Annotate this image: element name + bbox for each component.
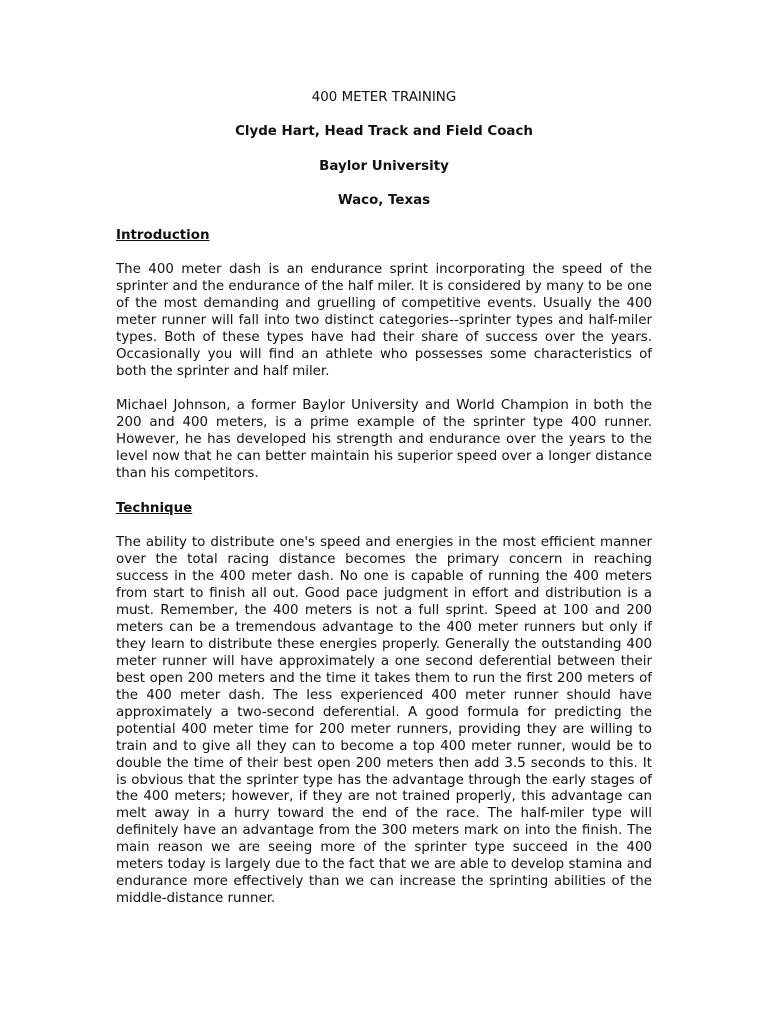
introduction-paragraph-1: The 400 meter dash is an endurance sprint incorporating the speed of the sprinter and the endurance of the half miler. It is considered by many to be one of the most demanding and gruelling of competitive events. Usually the 400 meter runner will fall into two distinct categories--sprinter types and half-miler types. Both of these types have had their share of success over the years. Occasionally you will find an athlete who possesses some characteristics of both the sprinter and half miler. xyxy=(116,262,652,379)
document-title: 400 METER TRAINING xyxy=(311,90,457,105)
institution-line: Baylor University xyxy=(319,158,449,174)
location-line: Waco, Texas xyxy=(337,193,431,209)
technique-paragraph-1: The ability to distribute one's speed and energies in the most efficient manner over the total racing distance becomes the primary concern in reaching success in the 400 meter dash. No one is capable of running the 400 meters from start to finish all out. Good pace judgment in effort and distribution is a must. Remember, the 400 meters is not a full sprint. Speed at 100 and 200 meters can be a tremendous advantage to the 400 meter runners but only if they learn to distribute these energies properly. Generally the outstanding 400 meter runner will have approximately a one second deferential between their best open 200 meters and the time it takes them to run the first 200 meters of the 400 meter dash. The less experienced 400 meter runner should have approximately a two-second deferential. A good formula for predicting the potential 400 meter time for 200 meter runners, providing they are willing to train and to give all they can to become a top 400 meter runner, would be to double the time of their best open 200 meters then add 3.5 seconds to this. It is obvious that the sprinter type has the advantage through the early stages of the 400 meters; however, if they are not trained properly, this advantage can melt away in a hurry toward the end of the race. The half-miler type will definitely have an advantage from the 300 meters mark on into the finish. The main reason we are seeing more of the sprinter type succeed in the 400 meters today is largely due to the fact that we are able to develop stamina and endurance more effectively than we can increase the sprinting abilities of the middle-distance runner. xyxy=(116,535,652,907)
document-page xyxy=(116,90,652,926)
section-heading-technique: Technique xyxy=(116,500,193,516)
section-heading-introduction: Introduction xyxy=(116,227,210,243)
author-line: Clyde Hart, Head Track and Field Coach xyxy=(235,124,533,140)
introduction-paragraph-2: Michael Johnson, a former Baylor University and World Champion in both the 200 and 400 meters, is a prime example of the sprinter type 400 runner. However, he has developed his strength and endurance over the years to the level now that he can better maintain his superior speed over a longer distance than his competitors. xyxy=(116,398,652,482)
